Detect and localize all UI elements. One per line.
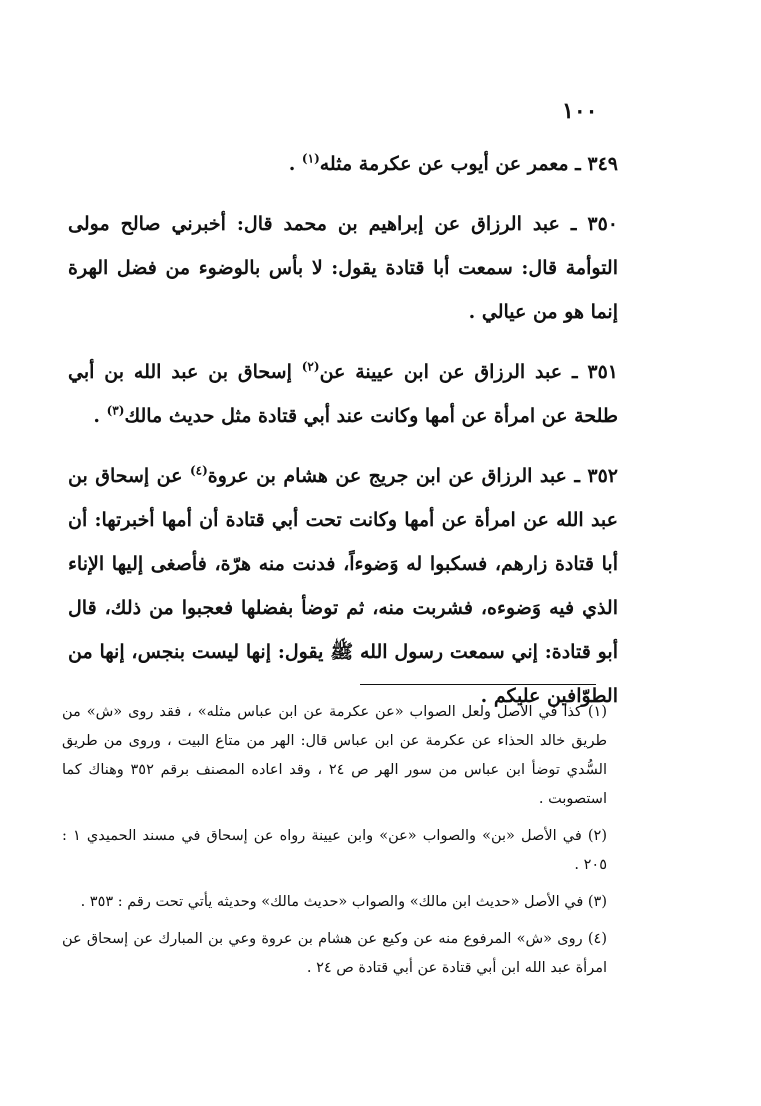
footnote-ref-2[interactable]: (٢)	[301, 359, 320, 374]
footnote-ref-3[interactable]: (٣)	[106, 403, 125, 418]
footnote-divider	[360, 684, 596, 685]
footnote-ref-1[interactable]: (١)	[301, 151, 320, 166]
footnote-1: (١) كذا في الأصل ولعل الصواب «عن عكرمة عن ابن عباس مثله» ، فقد روى «ش» من طريق خالد الحذاء عن عكرمة عن ابن عباس قال: الهر من متاع البيت ، وروى من طريق السُّدي توضأ ابن عباس من سور الهر ص ٢٤ ، وقد اعاده المصنف برقم ٣٥٢ وهناك كما استصوبت .	[62, 704, 607, 807]
entry-352: ٣٥٢ ـ عبد الرزاق عن ابن جريج عن هشام بن عروة$^{(٤)}$ عن إسحاق بن عبد الله عن امرأة عن أمها وكانت تحت أبي قتادة أن أمها أخبرتها: أن أبا قتادة زارهم، فسكبوا له وَضوءاً، فدنت منه هرّة، فأصغى إليها الإناء الذي فيه وَضوءه، فشربت منه، ثم توضأ بفضلها فعجبوا من ذلك، قال أبو قتادة: إني سمعت رسول الله ﷺ يقول: إنها ليست بنجس، إنها من الطوّافين عليكم .	[68, 463, 619, 707]
page-number: ١٠٠	[562, 98, 598, 124]
footnote-ref-4[interactable]: (٤)	[189, 463, 208, 478]
hadith-text	[68, 142, 618, 734]
entry-350: ٣٥٠ ـ عبد الرزاق عن إبراهيم بن محمد قال: أخبرني صالح مولى التوأمة قال: سمعت أبا قتادة يقول: لا بأس بالوضوء من فضل الهرة إنما هو من عيالي .	[68, 213, 618, 323]
footnotes	[62, 698, 607, 991]
footnote-4: (٤) روى «ش» المرفوع منه عن وكيع عن هشام بن عروة وعي بن المبارك عن إسحاق عن امرأة عبد الله ابن أبي قتادة عن أبي قتادة ص ٢٤ .	[62, 931, 607, 976]
footnote-3: (٣) في الأصل «حديث ابن مالك» والصواب «حديث مالك» وحديثه يأتي تحت رقم : ٣٥٣ .	[80, 894, 607, 910]
entry-349: ٣٤٩ ـ معمر عن أيوب عن عكرمة مثله$^{(١)}$ .	[288, 151, 618, 175]
entry-351: ٣٥١ ـ عبد الرزاق عن ابن عيينة عن$^{(٢)}$ إسحاق بن عبد الله بن أبي طلحة عن امرأة عن أمها وكانت عند أبي قتادة مثل حديث مالك$^{(٣)}$ .	[68, 359, 619, 427]
footnote-2: (٢) في الأصل «بن» والصواب «عن» وابن عيينة رواه عن إسحاق في مسند الحميدي ١ : ٢٠٥ .	[62, 828, 607, 873]
